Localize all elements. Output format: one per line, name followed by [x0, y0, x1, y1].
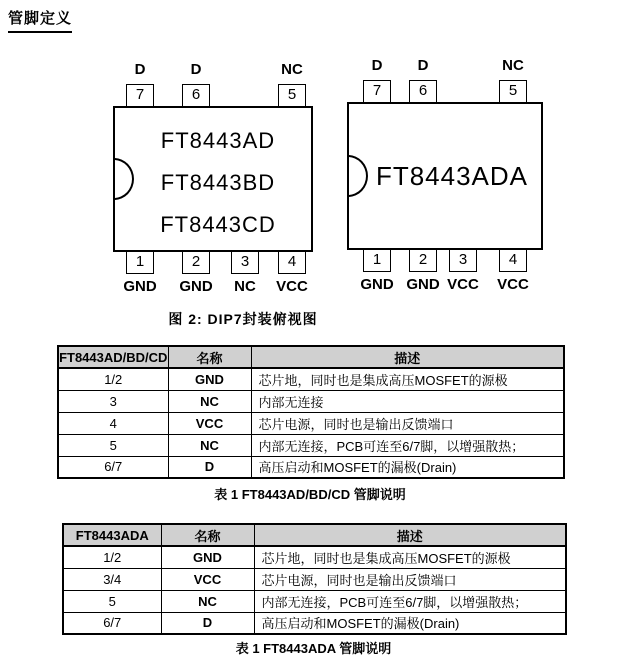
pin-number-cell: 5: [58, 434, 168, 456]
figure-caption: 图 2: DIP7封装俯视图: [168, 311, 318, 327]
pin3-label: VCC: [447, 276, 479, 293]
pin-name-cell: NC: [168, 390, 251, 412]
pin2-box: 2: [409, 249, 437, 272]
pin-desc-cell: 芯片地，同时也是集成高压MOSFET的源极: [254, 546, 566, 568]
pin-number-cell: 1/2: [58, 368, 168, 390]
pin-number-cell: 3: [58, 390, 168, 412]
part-number: FT8443AD: [160, 128, 276, 153]
table-row: [58, 412, 564, 434]
pin7-box: 7: [126, 84, 154, 107]
table-row: [58, 390, 564, 412]
table-row: [63, 568, 566, 590]
pin-desc-cell: 芯片地，同时也是集成高压MOSFET的源极: [251, 368, 564, 390]
table-header-row: [58, 346, 564, 368]
pin3-label: NC: [234, 278, 256, 295]
col-header-name: 名称: [168, 346, 251, 368]
chip-body-right: [347, 102, 543, 250]
pin-name-cell: VCC: [168, 412, 251, 434]
pin3-box: 3: [449, 249, 477, 272]
pin-number-cell: 5: [63, 590, 161, 612]
table1-caption: 表 1 FT8443AD/BD/CD 管脚说明: [214, 487, 406, 502]
table2-caption: 表 1 FT8443ADA 管脚说明: [235, 641, 392, 656]
pin-number-cell: 3/4: [63, 568, 161, 590]
page-title: 管脚定义: [8, 7, 72, 33]
col-header-desc: 描述: [251, 346, 564, 368]
pin3-box: 3: [231, 251, 259, 274]
pin4-label: VCC: [276, 278, 308, 295]
pin-number-cell: 6/7: [58, 456, 168, 478]
pin4-box: 4: [278, 251, 306, 274]
pin6-label: D: [417, 57, 429, 74]
pin-desc-cell: 内部无连接: [251, 390, 564, 412]
pin-name-cell: GND: [168, 368, 251, 390]
table-row: [63, 612, 566, 634]
part-number: FT8443BD: [160, 170, 276, 195]
pin-desc-cell: 芯片电源，同时也是输出反馈端口: [254, 568, 566, 590]
pin2-box: 2: [182, 251, 210, 274]
pin6-box: 6: [409, 80, 437, 103]
pin7-label: D: [134, 61, 146, 78]
col-header-desc: 描述: [254, 524, 566, 546]
pin5-box: 5: [499, 80, 527, 103]
pin5-box: 5: [278, 84, 306, 107]
pin1-label: GND: [123, 278, 157, 295]
pin-desc-cell: 高压启动和MOSFET的漏极(Drain): [251, 456, 564, 478]
pin2-label: GND: [406, 276, 440, 293]
part-number: FT8443ADA: [375, 160, 529, 191]
pin-name-cell: VCC: [161, 568, 254, 590]
pin-number-cell: 4: [58, 412, 168, 434]
pin1-box: 1: [363, 249, 391, 272]
pin2-label: GND: [179, 278, 213, 295]
col-header-name: 名称: [161, 524, 254, 546]
pin-desc-cell: 芯片电源，同时也是输出反馈端口: [251, 412, 564, 434]
pin1-box: 1: [126, 251, 154, 274]
pin-table-ad-bd-cd: [57, 345, 565, 479]
pin-desc-cell: 高压启动和MOSFET的漏极(Drain): [254, 612, 566, 634]
pin-desc-cell: 内部无连接，PCB可连至6/7脚，以增强散热；: [251, 434, 564, 456]
pin7-label: D: [371, 57, 383, 74]
pin4-box: 4: [499, 249, 527, 272]
pin5-label: NC: [281, 61, 303, 78]
part-number: FT8443CD: [160, 212, 276, 237]
pin6-box: 6: [182, 84, 210, 107]
pin-desc-cell: 内部无连接，PCB可连至6/7脚，以增强散热；: [254, 590, 566, 612]
chip-part-numbers: [125, 120, 311, 246]
pin-number-cell: 1/2: [63, 546, 161, 568]
pin-name-cell: NC: [168, 434, 251, 456]
pin4-label: VCC: [497, 276, 529, 293]
table-row: [58, 434, 564, 456]
pin1-label: GND: [360, 276, 394, 293]
table-row: [58, 456, 564, 478]
pin-name-cell: D: [168, 456, 251, 478]
table-header-row: [63, 524, 566, 546]
pin-table-ada: [62, 523, 567, 635]
table-row: [63, 546, 566, 568]
pin-name-cell: D: [161, 612, 254, 634]
table-row: [63, 590, 566, 612]
chip-body-left: [113, 106, 313, 252]
pin-name-cell: NC: [161, 590, 254, 612]
pin-number-cell: 6/7: [63, 612, 161, 634]
col-header-part: FT8443AD/BD/CD: [58, 346, 168, 368]
pin6-label: D: [190, 61, 202, 78]
pin7-box: 7: [363, 80, 391, 103]
pin5-label: NC: [502, 57, 524, 74]
pin-name-cell: GND: [161, 546, 254, 568]
table-row: [58, 368, 564, 390]
col-header-part: FT8443ADA: [63, 524, 161, 546]
